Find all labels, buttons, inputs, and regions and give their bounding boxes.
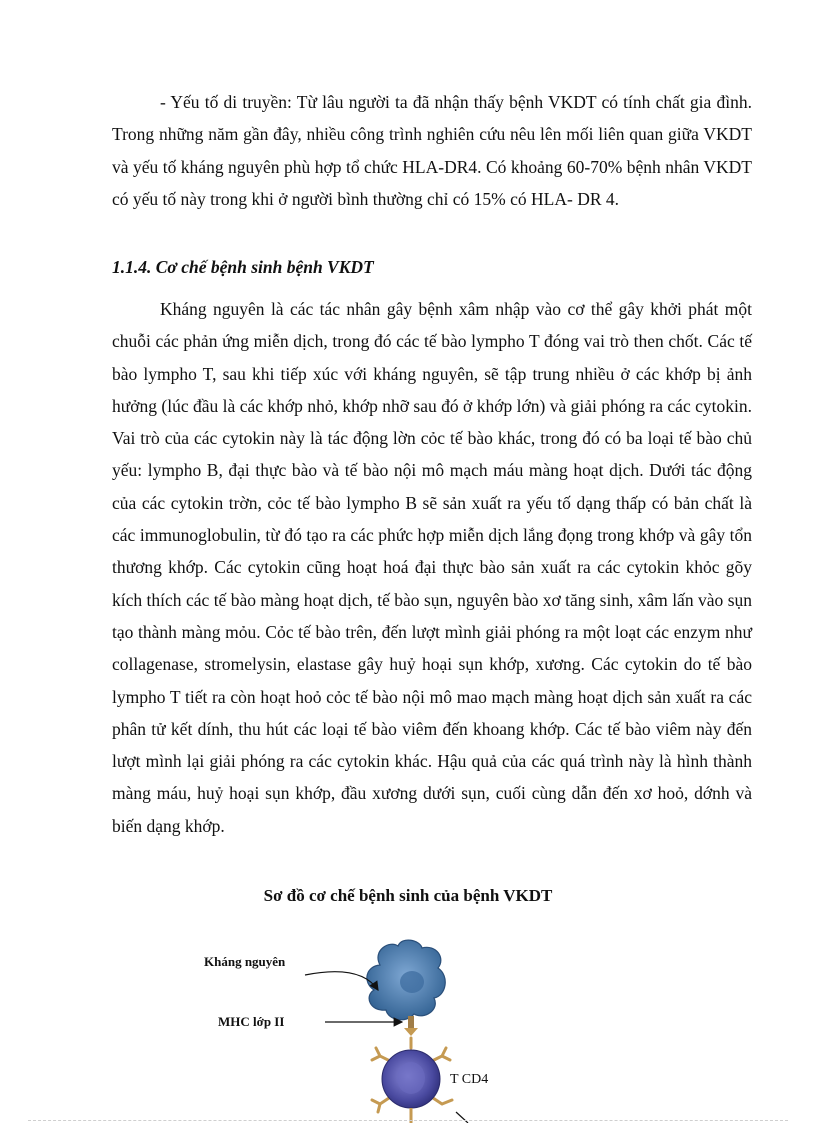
paragraph-genetic-factor: - Yếu tố di truyền: Từ lâu người ta đã nhận thấy bệnh VKDT có tính chất gia đình. Trong những năm gần đây, nhiều công trình nghiên cứu nêu lên mối liên quan giữa VKDT và yếu tố kháng nguyên phù hợp tổ chức HLA-DR4. Có khoảng 60-70% bệnh nhân VKDT có yếu tố này trong khi ở người bình thường chỉ có 15% có HLA- DR 4. [112, 92, 752, 209]
label-mhc-class-ii: MHC lớp II [218, 1014, 285, 1029]
diagram-title: Sơ đồ cơ chế bệnh sinh của bệnh VKDT [263, 886, 553, 905]
antigen-cell [367, 940, 445, 1020]
downstream-arrow [456, 1112, 468, 1123]
section-heading: 1.1.4. Cơ chế bệnh sinh bệnh VKDT [112, 257, 374, 277]
label-antigen: Kháng nguyên [204, 954, 286, 969]
t-cd4-cell [372, 1038, 452, 1123]
page-bottom-divider [28, 1120, 788, 1121]
label-t-cd4: T CD4 [450, 1072, 489, 1087]
paragraph-mechanism: Kháng nguyên là các tác nhân gây bệnh xâm nhập vào cơ thể gây khởi phát một chuỗi các phản ứng miễn dịch, trong đó các tế bào lympho T đóng vai trò then chốt. Các tế bào lympho T, sau khi tiếp xúc với kháng nguyên, sẽ tập trung nhiều ở các khớp bị ảnh hưởng (lúc đầu là các khớp nhỏ, khớp nhỡ sau đó ở khớp lớn) và giải phóng ra các cytokin. Vai trò của các cytokin này là tác động lờn cỏc tế bào khác, trong đó có ba loại tế bào chủ yếu: lympho B, đại thực bào và tế bào nội mô mạch máu màng hoạt dịch. Dưới tác động của các cytokin trờn, cỏc tế bào lympho B sẽ sản xuất ra yếu tố dạng thấp có bản chất là các immunoglobulin, từ đó tạo ra các phức hợp miễn dịch lắng đọng trong khớp và gây tổn thương khớp. Các cytokin cũng hoạt hoá đại thực bào sản xuất ra các cytokin khỏc gõy kích thích các tế bào màng hoạt dịch, tế bào sụn, nguyên bào xơ tăng sinh, xâm lấn vào sụn tạo thành màng mỏu. Cỏc tế bào trên, đến lượt mình giải phóng ra một loạt các enzym như collagenase, stromelysin, elastase gây huỷ hoại sụn khớp, xương. Các cytokin do tế bào lympho T tiết ra còn hoạt hoỏ cỏc tế bào nội mô mao mạch màng hoạt dịch sản xuất ra các phân tử kết dính, thu hút các loại tế bào viêm đến khoang khớp. Các tế bào viêm này đến lượt mình lại giải phóng ra các cytokin khác. Hậu quả của các quá trình này là hình thành màng máu, huỷ hoại sụn khớp, đầu xương dưới sụn, cuối cùng dẫn đến xơ hoỏ, dớnh và biến dạng khớp. [112, 299, 752, 836]
